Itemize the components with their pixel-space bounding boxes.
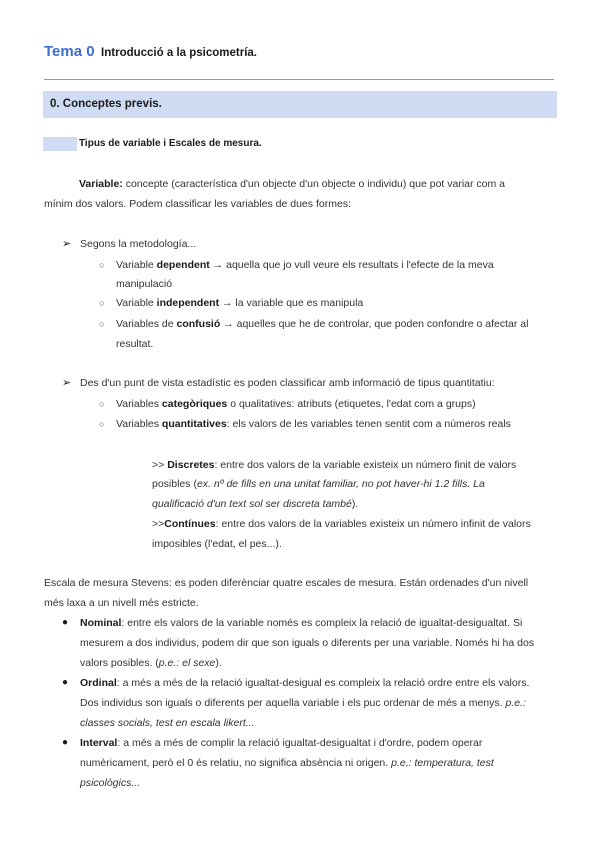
independent-line: Variable independent → la variable que es manipula bbox=[116, 297, 364, 309]
variable-term: Variable: bbox=[79, 178, 123, 190]
ordinal-line2: Dos individus son iguals o diferents per aquella variable i els puc ordenar de més a menys. p.e.: bbox=[80, 697, 526, 709]
discretes-line2: posibles (ex. nº de fills en una unitat familiar, no pot haver-hi 1.2 fills. La bbox=[152, 478, 485, 490]
ordinal-line1: Ordinal: a més a més de la relació igualtat-desigual es compleix la relació ordre entre els valors. bbox=[80, 677, 530, 689]
subsection-heading: Tipus de variable i Escales de mesura. bbox=[79, 138, 262, 149]
circle-bullet-icon: ○ bbox=[99, 298, 105, 308]
confusio-line1: Variables de confusió → aquelles que he de controlar, que poden confondre o afectar al bbox=[116, 318, 529, 330]
interval-line1: Interval: a més a més de complir la relació igualtat-desigualtat i d'ordre, podem operar bbox=[80, 737, 483, 749]
dependent-line1: Variable dependent → aquella que jo vull veure els resultats i l'efecte de la meva bbox=[116, 259, 494, 271]
tema-title: Introducció a la psicometría. bbox=[101, 47, 257, 59]
dot-bullet-icon: ● bbox=[62, 737, 69, 748]
tema-number: Tema 0 bbox=[44, 43, 95, 60]
variable-def-line1: Variable: concepte (característica d'un objecte d'un objecte o individu) que pot variar com a bbox=[79, 178, 506, 190]
dependent-line2: manipulació bbox=[116, 278, 173, 290]
circle-bullet-icon: ○ bbox=[99, 419, 105, 429]
section-heading: 0. Conceptes previs. bbox=[43, 91, 557, 118]
discretes-line1: >> Discretes: entre dos valors de la variable existeix un número finit de valors bbox=[152, 459, 517, 471]
interval-line3: psicològics... bbox=[80, 777, 141, 789]
page-title bbox=[44, 43, 257, 61]
dot-bullet-icon: ● bbox=[62, 617, 69, 628]
nominal-line3: valors posibles. (p.e.: el sexe). bbox=[80, 657, 222, 669]
circle-bullet-icon: ○ bbox=[99, 399, 105, 409]
interval-line2: numèricament, però el 0 és relatiu, no significa absència ni origen. p.e.: temperatura, test bbox=[80, 757, 494, 769]
metodologia-heading: Segons la metodología... bbox=[80, 238, 197, 250]
circle-bullet-icon: ○ bbox=[99, 319, 105, 329]
arrow-marker-icon: ➢ bbox=[62, 238, 72, 250]
discretes-line3: qualificació d'un text sol ser discreta també). bbox=[152, 498, 359, 510]
continues-line1: >>Contínues: entre dos valors de la variables existeix un número infinit de valors bbox=[152, 518, 531, 530]
stevens-line1: Escala de mesura Stevens: es poden diferènciar quatre escales de mesura. Están ordenades d'un nivell bbox=[44, 577, 529, 589]
subsection-highlight-mark bbox=[43, 137, 77, 151]
categoriques-line: Variables categòriques o qualitatives: atributs (etiquetes, l'edat com a grups) bbox=[116, 398, 476, 410]
quantitatives-line: Variables quantitatives: els valors de les variables tenen sentit com a números reals bbox=[116, 418, 511, 430]
estadistic-heading: Des d'un punt de vista estadístic es poden classificar amb informació de tipus quantitatiu: bbox=[80, 377, 495, 389]
arrow-marker-icon: ➢ bbox=[62, 377, 72, 389]
circle-bullet-icon: ○ bbox=[99, 260, 105, 270]
nominal-line1: Nominal: entre els valors de la variable només es compleix la relació de igualtat-desigualtat. Si bbox=[80, 617, 523, 629]
continues-line2: imposibles (l'edat, el pes...). bbox=[152, 538, 282, 550]
confusio-line2: resultat. bbox=[116, 338, 154, 350]
variable-def-line2: mínim dos valors. Podem classificar les variables de dues formes: bbox=[44, 198, 351, 210]
nominal-line2: mesurem a dos individus, podem dir que son iguals o diferents per una variable. Només hi ha dos bbox=[80, 637, 535, 649]
ordinal-line3: classes socials, test en escala likert... bbox=[80, 717, 255, 729]
stevens-line2: més laxa a un nivell més estricte. bbox=[44, 597, 199, 609]
dot-bullet-icon: ● bbox=[62, 677, 69, 688]
title-divider bbox=[44, 79, 554, 80]
